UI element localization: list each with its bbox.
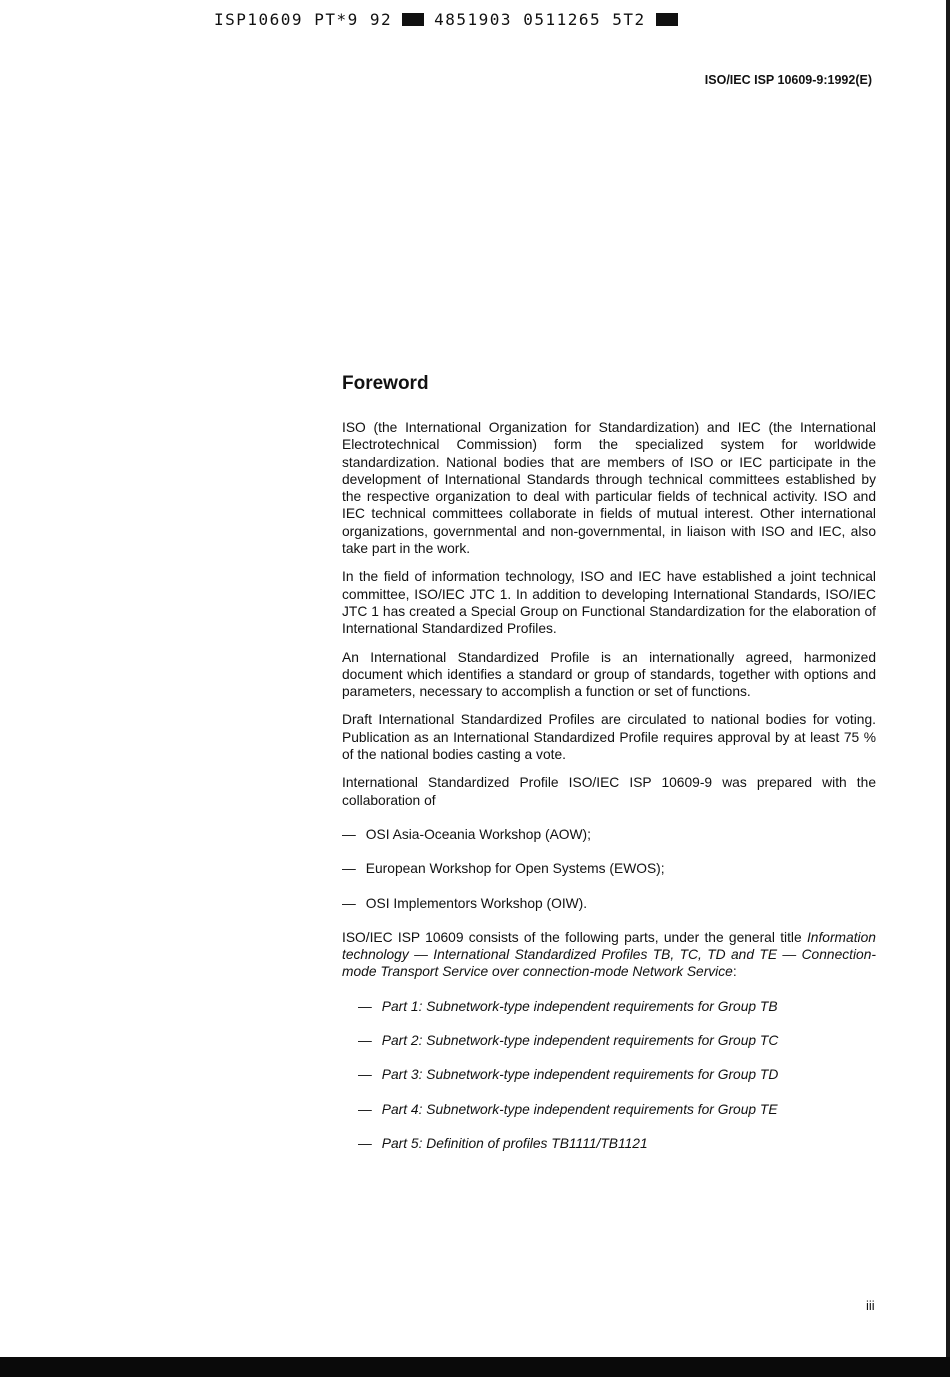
scan-code-part-2: 4851903 0511265 5T2	[434, 10, 646, 29]
workshop-name: OSI Implementors Workshop (OIW).	[365, 895, 588, 911]
workshop-name: OSI Asia-Oceania Workshop (AOW);	[365, 826, 591, 842]
workshop-list	[342, 826, 876, 912]
page-edge	[946, 0, 950, 1357]
dash-marker: —	[358, 998, 372, 1014]
foreword-title: Foreword	[342, 373, 429, 394]
parts-intro-trail: :	[732, 964, 737, 980]
parts-list	[342, 998, 876, 1152]
dash-marker: —	[358, 1067, 372, 1083]
foreword-paragraph: ISO (the International Organization for Standardization) and IEC (the International Electrotechnical Commission) form the specialized system for worldwide standardization. National bodies that are members of ISO or IEC participate in the development of International Standards through technical committees established by the respective organization to deal with particular fields of technical activity. ISO and IEC technical committees collaborate in fields of mutual interest. Other international organizations, governmental and non-governmental, in liaison with ISO and IEC, also take part in the work.	[342, 420, 876, 557]
part-title: Part 1: Subnetwork-type independent requirements for Group TB	[381, 998, 778, 1014]
scan-code-part-1: ISP10609 PT*9 92	[214, 10, 393, 29]
dash-marker: —	[358, 1033, 372, 1049]
black-block-icon	[402, 13, 424, 26]
dash-marker: —	[358, 1101, 372, 1117]
dash-marker: —	[358, 1135, 372, 1151]
foreword-paragraph: International Standardized Profile ISO/IEC ISP 10609-9 was prepared with the collaboration of	[342, 775, 876, 808]
dash-marker: —	[342, 861, 356, 877]
list-item	[342, 826, 876, 843]
part-title: Part 3: Subnetwork-type independent requirements for Group TD	[381, 1067, 779, 1083]
document-id: ISO/IEC ISP 10609-9:1992(E)	[704, 73, 872, 87]
list-item	[342, 895, 876, 912]
list-item	[342, 860, 876, 877]
foreword-paragraph: Draft International Standardized Profiles are circulated to national bodies for voting. Publication as an International Standardized Profile requires approval by at least 75 % of the national bodies casting a vote.	[342, 712, 876, 763]
list-item	[358, 1135, 876, 1152]
dash-marker: —	[342, 826, 356, 842]
foreword-paragraph: In the field of information technology, ISO and IEC have established a joint technical committee, ISO/IEC JTC 1. In addition to developing International Standards, ISO/IEC JTC 1 has created a Special Group on Functional Standardization for the elaboration of International Standardized Profiles.	[342, 569, 876, 637]
list-item	[358, 1101, 876, 1118]
parts-intro-lead: ISO/IEC ISP 10609 consists of the following parts, under the general title	[342, 929, 802, 945]
list-item	[358, 998, 876, 1015]
black-block-icon	[656, 13, 678, 26]
list-item	[358, 1032, 876, 1049]
page-number: iii	[866, 1298, 875, 1313]
part-title: Part 2: Subnetwork-type independent requirements for Group TC	[381, 1033, 779, 1049]
workshop-name: European Workshop for Open Systems (EWOS);	[365, 861, 665, 877]
parts-intro	[342, 929, 876, 981]
list-item	[358, 1066, 876, 1083]
part-title: Part 5: Definition of profiles TB1111/TB1121	[381, 1135, 648, 1151]
general-title: Information technology — International Standardized Profiles TB, TC, TD and TE — Connection-mode Transport Service over connection-mode Network Service	[342, 929, 876, 980]
part-title: Part 4: Subnetwork-type independent requirements for Group TE	[381, 1101, 778, 1117]
scan-bottom-border	[0, 1357, 950, 1377]
dash-marker: —	[342, 895, 356, 911]
foreword-section	[342, 373, 876, 1169]
scan-code-header	[214, 10, 678, 29]
foreword-paragraph: An International Standardized Profile is an internationally agreed, harmonized document which identifies a standard or group of standards, together with options and parameters, necessary to accomplish a function or set of functions.	[342, 649, 876, 700]
